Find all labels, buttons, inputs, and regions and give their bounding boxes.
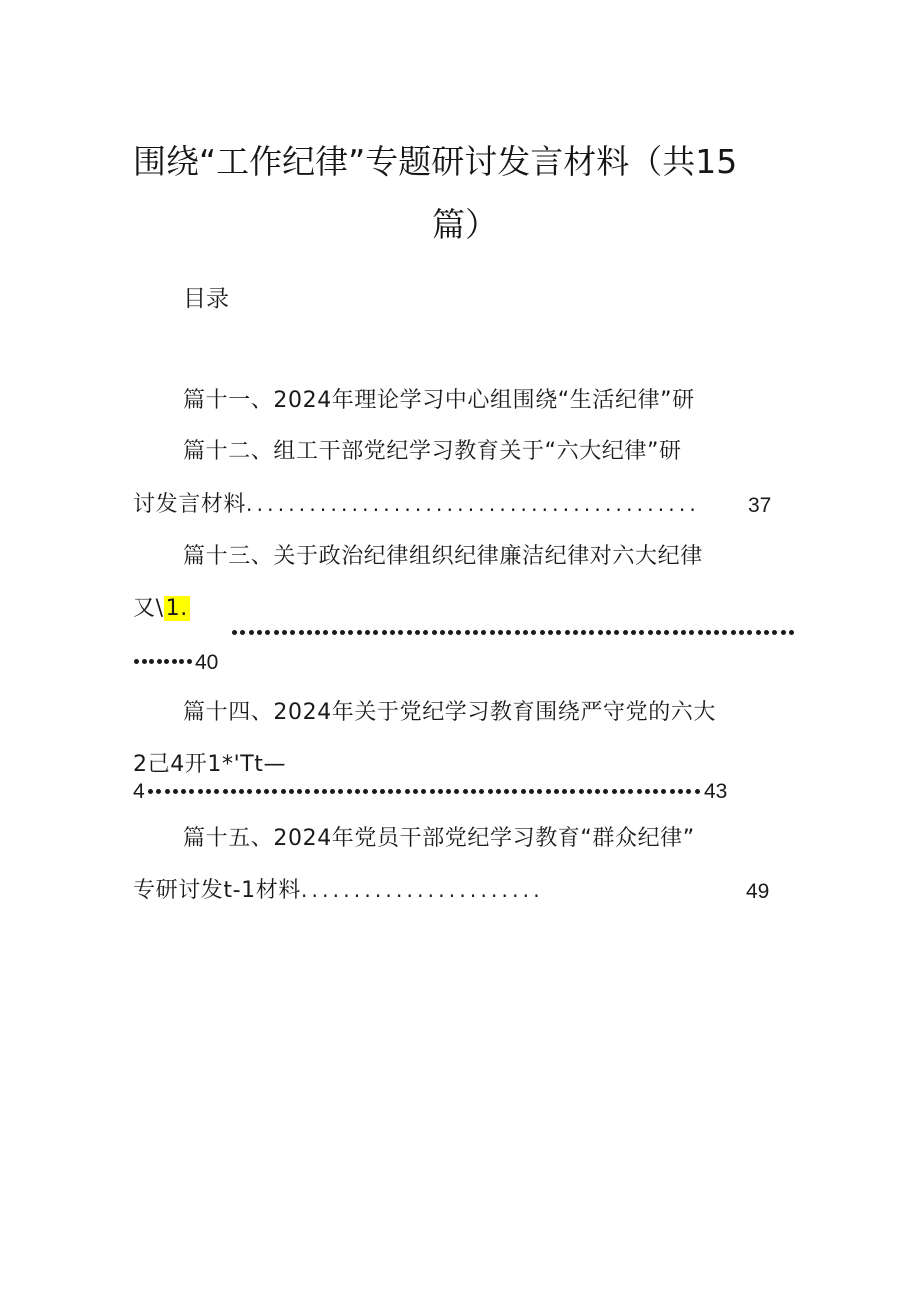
leader-bullet <box>531 630 536 635</box>
leader-bullet <box>172 659 177 664</box>
toc-entry-14-line1: 篇十四、2024年关于党纪学习教育围绕严守党的六大 <box>183 700 716 725</box>
toc-entry-13-line1: 篇十三、关于政治纪律组织纪律廉洁纪律对六大纪律 <box>183 544 703 569</box>
toc-entry-11: 篇十一、2024年理论学习中心组围绕“生活纪律”研 <box>183 388 695 413</box>
leader-bullet <box>265 630 270 635</box>
leader-bullet <box>772 630 777 635</box>
leader-bullet <box>523 630 528 635</box>
leader-bullet <box>589 630 594 635</box>
leader-bullet <box>678 789 683 794</box>
leader-bullet <box>579 789 584 794</box>
leader-bullet <box>653 789 658 794</box>
leader-bullet <box>606 630 611 635</box>
toc-entry-15-line2 <box>133 880 544 902</box>
leader-bullet <box>556 630 561 635</box>
leader-bullet <box>789 630 794 635</box>
leader-bullet <box>498 630 503 635</box>
leader-bullet <box>430 789 435 794</box>
leader-bullet <box>581 630 586 635</box>
leader-bullet <box>562 789 567 794</box>
toc-entry-13-leader-bullets-2 <box>134 655 192 667</box>
leader-bullet <box>413 789 418 794</box>
toc-entry-12-text: 讨发言材料 <box>133 492 247 517</box>
leader-bullet <box>315 630 320 635</box>
leader-bullet <box>548 630 553 635</box>
leader-bullet <box>330 789 335 794</box>
leader-bullet <box>305 789 310 794</box>
toc-entry-15-page-number: 49 <box>746 880 770 903</box>
leader-bullet <box>689 630 694 635</box>
leader-bullet <box>612 789 617 794</box>
leader-bullet <box>282 630 287 635</box>
leader-bullet <box>189 789 194 794</box>
leader-bullet <box>521 789 526 794</box>
leader-bullet <box>240 630 245 635</box>
leader-bullet <box>156 789 161 794</box>
toc-entry-13-highlighted-text: 1. <box>165 596 188 621</box>
leader-bullet <box>274 630 279 635</box>
leader-bullet <box>249 630 254 635</box>
leader-bullet <box>363 789 368 794</box>
leader-bullet <box>537 789 542 794</box>
leader-bullet <box>198 789 203 794</box>
toc-entry-12-page-number: 37 <box>748 494 772 517</box>
leader-bullet <box>714 630 719 635</box>
leader-bullet <box>479 789 484 794</box>
toc-entry-13-text: 又\ <box>133 596 164 621</box>
leader-bullet <box>573 630 578 635</box>
leader-bullet <box>157 659 162 664</box>
document-title-line2: 篇） <box>432 205 498 244</box>
leader-bullet <box>756 630 761 635</box>
leader-bullet <box>332 630 337 635</box>
leader-bullet <box>314 789 319 794</box>
leader-bullet <box>423 630 428 635</box>
leader-bullet <box>504 789 509 794</box>
leader-bullet <box>731 630 736 635</box>
leader-bullet <box>706 630 711 635</box>
leader-bullet <box>661 789 666 794</box>
leader-bullet <box>372 789 377 794</box>
toc-heading: 目录 <box>183 286 229 312</box>
leader-bullet <box>380 789 385 794</box>
leader-bullet <box>454 789 459 794</box>
leader-bullet <box>239 789 244 794</box>
leader-bullet <box>299 630 304 635</box>
leader-bullet <box>695 789 700 794</box>
leader-bullet <box>471 789 476 794</box>
leader-bullet <box>673 630 678 635</box>
leader-bullet <box>134 659 139 664</box>
leader-bullet <box>645 789 650 794</box>
leader-bullet <box>348 630 353 635</box>
toc-entry-12-leader-dots: ........................................... <box>246 492 700 516</box>
leader-bullet <box>206 789 211 794</box>
leader-bullet <box>373 630 378 635</box>
leader-bullet <box>603 789 608 794</box>
leader-bullet <box>307 630 312 635</box>
leader-bullet <box>781 630 786 635</box>
leader-bullet <box>488 789 493 794</box>
leader-bullet <box>639 630 644 635</box>
leader-bullet <box>496 789 501 794</box>
leader-bullet <box>481 630 486 635</box>
leader-bullet <box>382 630 387 635</box>
leader-bullet <box>614 630 619 635</box>
leader-bullet <box>432 630 437 635</box>
toc-entry-15-line1: 篇十五、2024年党员干部党纪学习教育“群众纪律” <box>183 826 695 851</box>
leader-bullet <box>323 630 328 635</box>
leader-bullet <box>587 789 592 794</box>
toc-entry-13-page-number: 40 <box>195 651 219 674</box>
leader-bullet <box>463 789 468 794</box>
leader-bullet <box>637 789 642 794</box>
leader-bullet <box>396 789 401 794</box>
leader-bullet <box>747 630 752 635</box>
toc-entry-13-line2 <box>133 598 190 620</box>
leader-bullet <box>595 789 600 794</box>
leader-bullet <box>232 630 237 635</box>
leader-bullet <box>512 789 517 794</box>
leader-bullet <box>698 630 703 635</box>
leader-bullet <box>365 630 370 635</box>
leader-bullet <box>465 630 470 635</box>
leader-bullet <box>565 630 570 635</box>
leader-bullet <box>546 789 551 794</box>
toc-entry-12-line2 <box>133 494 700 516</box>
leader-bullet <box>681 630 686 635</box>
leader-bullet <box>164 659 169 664</box>
toc-entry-14-page-number: 43 <box>704 780 728 803</box>
leader-bullet <box>347 789 352 794</box>
leader-bullet <box>357 630 362 635</box>
toc-entry-14-line2: 2己4开1*'Tt— <box>133 752 287 777</box>
leader-bullet <box>398 630 403 635</box>
toc-entry-14-lead-text: 4 <box>133 780 145 803</box>
leader-bullet <box>264 789 269 794</box>
leader-bullet <box>322 789 327 794</box>
leader-bullet <box>388 789 393 794</box>
leader-bullet <box>515 630 520 635</box>
leader-bullet <box>355 789 360 794</box>
leader-bullet <box>231 789 236 794</box>
leader-bullet <box>181 789 186 794</box>
leader-bullet <box>529 789 534 794</box>
leader-bullet <box>142 659 147 664</box>
leader-bullet <box>407 630 412 635</box>
leader-bullet <box>570 789 575 794</box>
toc-entry-12-line1: 篇十二、组工干部党纪学习教育关于“六大纪律”研 <box>183 439 682 464</box>
toc-entry-14-leader-bullets <box>148 785 700 797</box>
leader-bullet <box>664 630 669 635</box>
leader-bullet <box>257 630 262 635</box>
leader-bullet <box>247 789 252 794</box>
leader-bullet <box>438 789 443 794</box>
leader-bullet <box>739 630 744 635</box>
leader-bullet <box>297 789 302 794</box>
leader-bullet <box>722 630 727 635</box>
leader-bullet <box>620 789 625 794</box>
leader-bullet <box>686 789 691 794</box>
leader-bullet <box>490 630 495 635</box>
leader-bullet <box>256 789 261 794</box>
leader-bullet <box>598 630 603 635</box>
leader-bullet <box>272 789 277 794</box>
leader-bullet <box>623 630 628 635</box>
leader-bullet <box>764 630 769 635</box>
leader-bullet <box>440 630 445 635</box>
leader-bullet <box>187 659 192 664</box>
leader-bullet <box>631 630 636 635</box>
leader-bullet <box>149 659 154 664</box>
toc-entry-15-leader-dots: ....................... <box>300 878 544 902</box>
leader-bullet <box>290 630 295 635</box>
leader-bullet <box>281 789 286 794</box>
leader-bullet <box>338 789 343 794</box>
leader-bullet <box>554 789 559 794</box>
leader-bullet <box>340 630 345 635</box>
leader-bullet <box>628 789 633 794</box>
toc-entry-13-leader-bullets <box>232 626 794 638</box>
leader-bullet <box>506 630 511 635</box>
toc-entry-15-text: 专研讨发t-1材料 <box>133 878 301 903</box>
leader-bullet <box>540 630 545 635</box>
leader-bullet <box>448 630 453 635</box>
leader-bullet <box>648 630 653 635</box>
leader-bullet <box>421 789 426 794</box>
leader-bullet <box>223 789 228 794</box>
leader-bullet <box>473 630 478 635</box>
leader-bullet <box>173 789 178 794</box>
leader-bullet <box>446 789 451 794</box>
leader-bullet <box>456 630 461 635</box>
leader-bullet <box>415 630 420 635</box>
leader-bullet <box>670 789 675 794</box>
leader-bullet <box>289 789 294 794</box>
leader-bullet <box>148 789 153 794</box>
leader-bullet <box>390 630 395 635</box>
leader-bullet <box>214 789 219 794</box>
leader-bullet <box>656 630 661 635</box>
leader-bullet <box>165 789 170 794</box>
leader-bullet <box>405 789 410 794</box>
leader-bullet <box>179 659 184 664</box>
document-title-line1: 围绕“工作纪律”专题研讨发言材料（共15 <box>133 142 738 181</box>
